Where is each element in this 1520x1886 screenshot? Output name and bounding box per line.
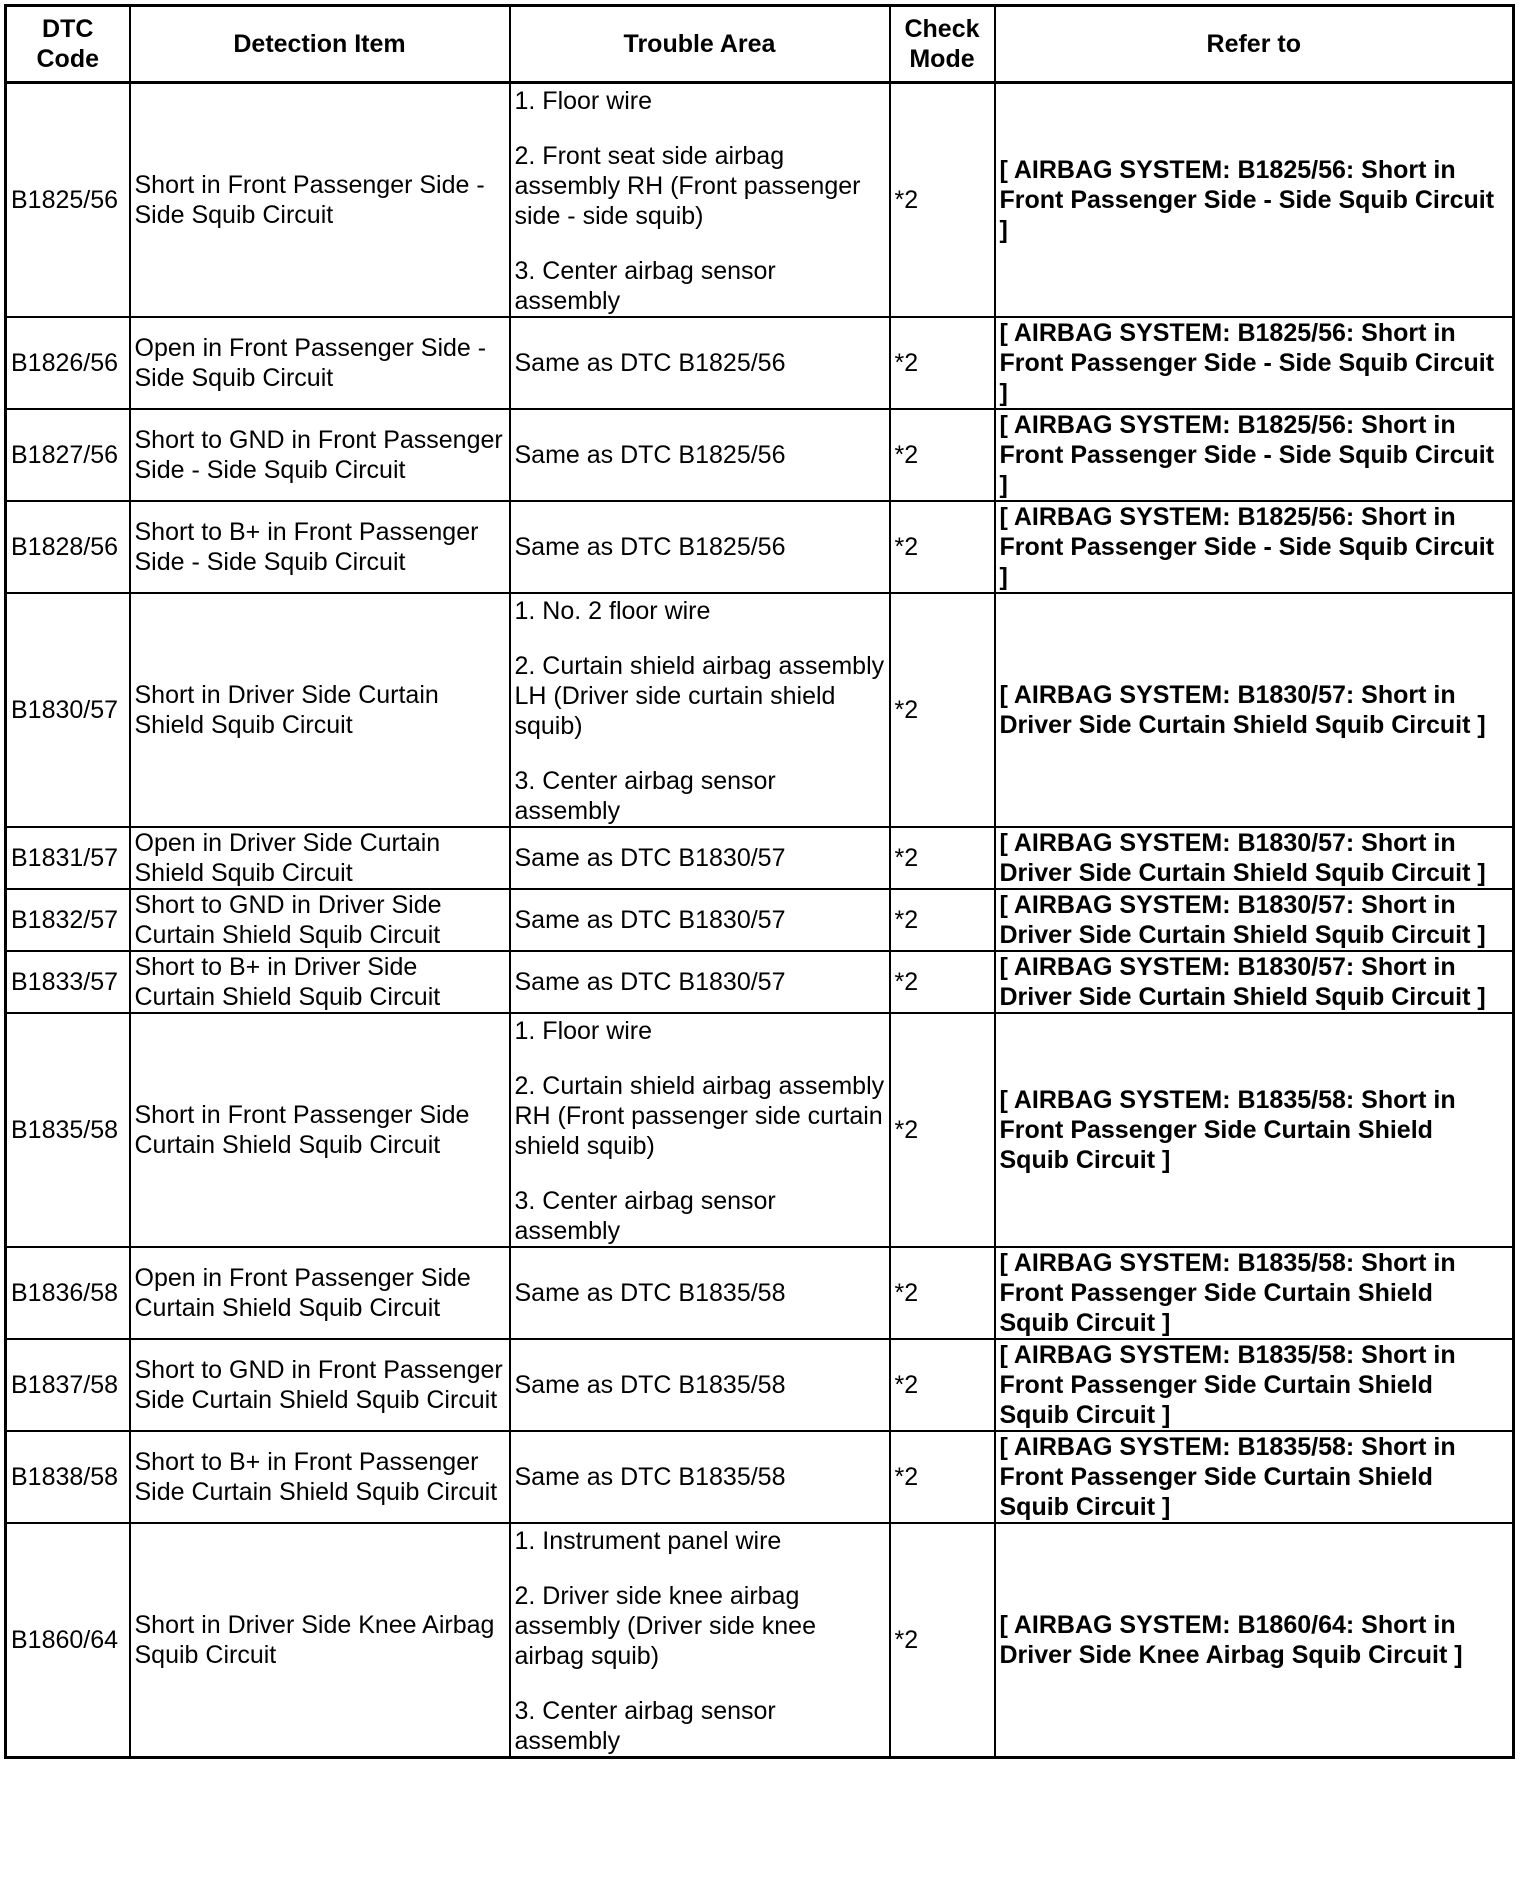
- dtc-table: [4, 4, 1515, 1759]
- table-row: [6, 501, 1514, 593]
- header-trouble-area: Trouble Area: [510, 6, 890, 83]
- check-mode-cell: *2: [890, 317, 995, 409]
- header-dtc-code: [6, 6, 130, 83]
- trouble-area-cell: [510, 317, 890, 409]
- trouble-area-item: 2. Front seat side airbag assembly RH (Front passenger side - side squib): [514, 142, 861, 230]
- table-body: [6, 83, 1514, 1758]
- trouble-area-list: [515, 84, 885, 316]
- trouble-area-item: 2. Curtain shield airbag assembly RH (Front passenger side curtain shield squib): [514, 1072, 885, 1160]
- trouble-area-cell: [510, 83, 890, 318]
- table-row: [6, 827, 1514, 889]
- detection-item-cell: Short in Front Passenger Side Curtain Shield Squib Circuit: [130, 1013, 510, 1247]
- refer-to-cell: [ AIRBAG SYSTEM: B1835/58: Short in Front Passenger Side Curtain Shield Squib Circuit ]: [995, 1013, 1514, 1247]
- trouble-area-item: 1. No. 2 floor wire: [514, 597, 711, 625]
- refer-to-cell: [ AIRBAG SYSTEM: B1835/58: Short in Front Passenger Side Curtain Shield Squib Circuit ]: [995, 1431, 1514, 1523]
- dtc-code-cell: B1838/58: [6, 1431, 130, 1523]
- detection-item-cell: Short in Driver Side Knee Airbag Squib Circuit: [130, 1523, 510, 1758]
- table-row: [6, 1339, 1514, 1431]
- trouble-area-cell: [510, 501, 890, 593]
- trouble-area-cell: [510, 827, 890, 889]
- dtc-code-cell: B1832/57: [6, 889, 130, 951]
- dtc-code-cell: B1833/57: [6, 951, 130, 1013]
- dtc-code-cell: B1825/56: [6, 83, 130, 318]
- trouble-area-cell: [510, 1523, 890, 1758]
- trouble-area-cell: [510, 593, 890, 827]
- trouble-area-item: 3. Center airbag sensor assembly: [514, 1187, 776, 1245]
- detection-item-cell: Short to B+ in Driver Side Curtain Shield Squib Circuit: [130, 951, 510, 1013]
- dtc-code-cell: B1827/56: [6, 409, 130, 501]
- trouble-area-item: 1. Floor wire: [514, 87, 653, 115]
- trouble-area-cell: [510, 409, 890, 501]
- header-check-mode: [890, 6, 995, 83]
- check-mode-cell: *2: [890, 889, 995, 951]
- trouble-area-item: 3. Center airbag sensor assembly: [514, 767, 776, 825]
- dtc-code-cell: B1860/64: [6, 1523, 130, 1758]
- check-mode-cell: *2: [890, 951, 995, 1013]
- check-mode-cell: *2: [890, 409, 995, 501]
- check-mode-cell: *2: [890, 593, 995, 827]
- refer-to-cell: [ AIRBAG SYSTEM: B1830/57: Short in Driver Side Curtain Shield Squib Circuit ]: [995, 827, 1514, 889]
- header-dtc-code-line1: DTC: [42, 15, 94, 43]
- check-mode-cell: *2: [890, 827, 995, 889]
- trouble-area-list: [515, 1524, 885, 1756]
- dtc-code-cell: B1837/58: [6, 1339, 130, 1431]
- trouble-area-item: Same as DTC B1835/58: [514, 1371, 786, 1399]
- refer-to-cell: [ AIRBAG SYSTEM: B1825/56: Short in Front Passenger Side - Side Squib Circuit ]: [995, 409, 1514, 501]
- trouble-area-item: 3. Center airbag sensor assembly: [514, 257, 776, 315]
- trouble-area-list: [515, 594, 885, 826]
- trouble-area-item: 2. Driver side knee airbag assembly (Driver side knee airbag squib): [514, 1582, 816, 1670]
- trouble-area-item: Same as DTC B1825/56: [514, 349, 786, 377]
- trouble-area-item: 1. Floor wire: [514, 1017, 653, 1045]
- detection-item-cell: Open in Front Passenger Side Curtain Shield Squib Circuit: [130, 1247, 510, 1339]
- table-row: [6, 1431, 1514, 1523]
- trouble-area-cell: [510, 1339, 890, 1431]
- check-mode-cell: *2: [890, 1247, 995, 1339]
- detection-item-cell: Open in Front Passenger Side - Side Squib Circuit: [130, 317, 510, 409]
- trouble-area-cell: [510, 1013, 890, 1247]
- table-row: [6, 1523, 1514, 1758]
- refer-to-cell: [ AIRBAG SYSTEM: B1825/56: Short in Front Passenger Side - Side Squib Circuit ]: [995, 83, 1514, 318]
- trouble-area-cell: [510, 951, 890, 1013]
- table-row: [6, 1013, 1514, 1247]
- trouble-area-item: Same as DTC B1830/57: [514, 906, 786, 934]
- detection-item-cell: Short to B+ in Front Passenger Side - Side Squib Circuit: [130, 501, 510, 593]
- check-mode-cell: *2: [890, 1523, 995, 1758]
- refer-to-cell: [ AIRBAG SYSTEM: B1830/57: Short in Driver Side Curtain Shield Squib Circuit ]: [995, 951, 1514, 1013]
- dtc-code-cell: B1835/58: [6, 1013, 130, 1247]
- check-mode-cell: *2: [890, 1013, 995, 1247]
- header-refer-to: Refer to: [995, 6, 1514, 83]
- trouble-area-item: Same as DTC B1835/58: [514, 1279, 786, 1307]
- detection-item-cell: Short to B+ in Front Passenger Side Curtain Shield Squib Circuit: [130, 1431, 510, 1523]
- refer-to-cell: [ AIRBAG SYSTEM: B1835/58: Short in Front Passenger Side Curtain Shield Squib Circuit ]: [995, 1247, 1514, 1339]
- detection-item-cell: Short to GND in Front Passenger Side Curtain Shield Squib Circuit: [130, 1339, 510, 1431]
- trouble-area-item: Same as DTC B1830/57: [514, 968, 786, 996]
- refer-to-cell: [ AIRBAG SYSTEM: B1860/64: Short in Driver Side Knee Airbag Squib Circuit ]: [995, 1523, 1514, 1758]
- trouble-area-cell: [510, 889, 890, 951]
- refer-to-cell: [ AIRBAG SYSTEM: B1830/57: Short in Driver Side Curtain Shield Squib Circuit ]: [995, 889, 1514, 951]
- trouble-area-cell: [510, 1431, 890, 1523]
- dtc-code-cell: B1831/57: [6, 827, 130, 889]
- dtc-code-cell: B1828/56: [6, 501, 130, 593]
- detection-item-cell: Short to GND in Front Passenger Side - Side Squib Circuit: [130, 409, 510, 501]
- trouble-area-item: Same as DTC B1825/56: [514, 441, 786, 469]
- table-row: [6, 593, 1514, 827]
- table-row: [6, 1247, 1514, 1339]
- trouble-area-item: Same as DTC B1835/58: [514, 1463, 786, 1491]
- trouble-area-item: 2. Curtain shield airbag assembly LH (Driver side curtain shield squib): [514, 652, 885, 740]
- dtc-code-cell: B1836/58: [6, 1247, 130, 1339]
- table-row: [6, 409, 1514, 501]
- trouble-area-cell: [510, 1247, 890, 1339]
- table-row: [6, 951, 1514, 1013]
- header-row: [6, 6, 1514, 83]
- refer-to-cell: [ AIRBAG SYSTEM: B1825/56: Short in Front Passenger Side - Side Squib Circuit ]: [995, 317, 1514, 409]
- dtc-code-cell: B1826/56: [6, 317, 130, 409]
- header-detection-item: Detection Item: [130, 6, 510, 83]
- header-check-mode-line2: Mode: [909, 45, 975, 73]
- table-row: [6, 889, 1514, 951]
- trouble-area-item: Same as DTC B1825/56: [514, 533, 786, 561]
- check-mode-cell: *2: [890, 1431, 995, 1523]
- header-dtc-code-line2: Code: [36, 45, 99, 73]
- check-mode-cell: *2: [890, 83, 995, 318]
- detection-item-cell: Short in Front Passenger Side - Side Squib Circuit: [130, 83, 510, 318]
- trouble-area-item: 1. Instrument panel wire: [514, 1527, 782, 1555]
- dtc-code-cell: B1830/57: [6, 593, 130, 827]
- refer-to-cell: [ AIRBAG SYSTEM: B1835/58: Short in Front Passenger Side Curtain Shield Squib Circuit ]: [995, 1339, 1514, 1431]
- table-header: [6, 6, 1514, 83]
- detection-item-cell: Open in Driver Side Curtain Shield Squib Circuit: [130, 827, 510, 889]
- check-mode-cell: *2: [890, 501, 995, 593]
- header-check-mode-line1: Check: [904, 15, 980, 43]
- detection-item-cell: Short to GND in Driver Side Curtain Shield Squib Circuit: [130, 889, 510, 951]
- refer-to-cell: [ AIRBAG SYSTEM: B1825/56: Short in Front Passenger Side - Side Squib Circuit ]: [995, 501, 1514, 593]
- check-mode-cell: *2: [890, 1339, 995, 1431]
- trouble-area-list: [515, 1014, 885, 1246]
- refer-to-cell: [ AIRBAG SYSTEM: B1830/57: Short in Driver Side Curtain Shield Squib Circuit ]: [995, 593, 1514, 827]
- table-row: [6, 317, 1514, 409]
- trouble-area-item: 3. Center airbag sensor assembly: [514, 1697, 776, 1755]
- table-row: [6, 83, 1514, 318]
- trouble-area-item: Same as DTC B1830/57: [514, 844, 786, 872]
- detection-item-cell: Short in Driver Side Curtain Shield Squib Circuit: [130, 593, 510, 827]
